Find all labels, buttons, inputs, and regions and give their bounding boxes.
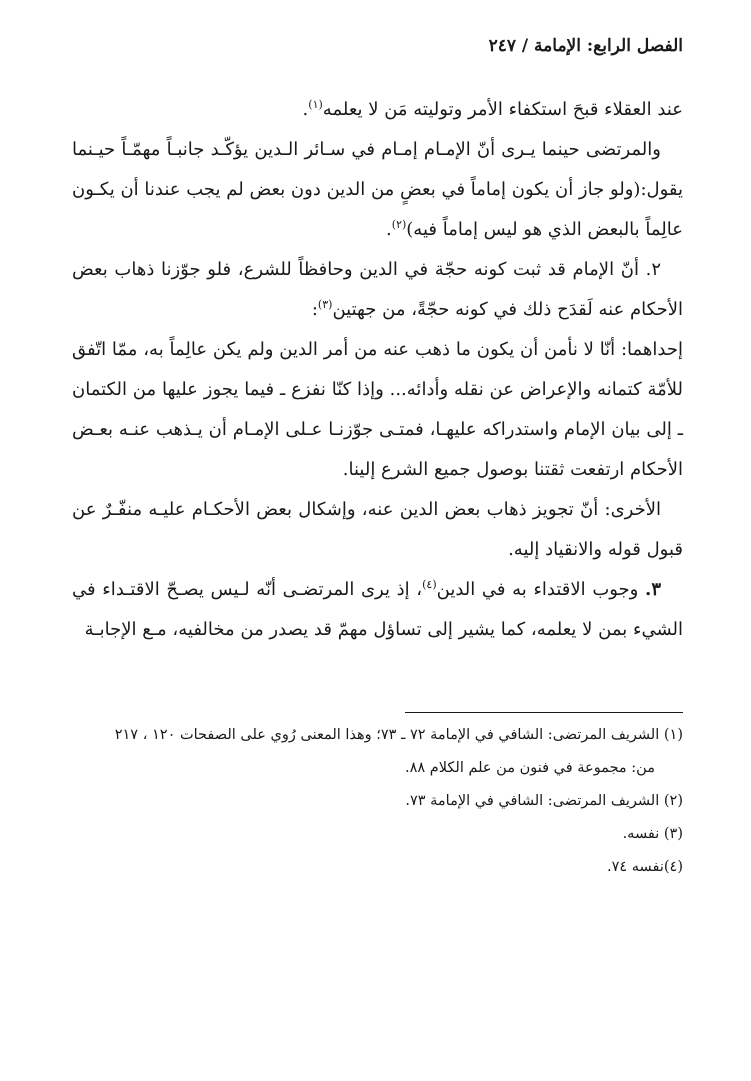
paragraph: عند العقلاء قبحَ استكفاء الأمر وتوليته مَن لا يعلمه$^{(١)}$. — [302, 98, 683, 120]
header-separator: / — [515, 36, 529, 56]
footnote-ref: (٤) — [422, 578, 437, 591]
paragraph: ٢. أنّ الإمام قد ثبت كونه حجّة في الدين وحافظاً للشرع، فلو جوّزنا ذهاب بعض الأحكام عنه لَقدَح ذلك في كونه حجّةً، من جهتين$^{(٣)}$: — [72, 259, 683, 320]
footnote-ref: (٢) — [391, 218, 407, 231]
footnote-separator — [405, 712, 683, 713]
body-text — [72, 90, 683, 650]
footnote-continuation: من: مجموعة في فنون من علم الكلام ٨٨. — [404, 760, 655, 776]
paragraph: والمرتضى حينما يـرى أنّ الإمـام إمـام في سـائر الـدين يؤكّـد جانبـاً مهمّـاً حيـنما يقول:(ولو جاز أن يكون إماماً في بعضٍ من الدين دون بعض لم يجب عندنا أن يكـون عالِماً بالبعض الذي هو ليس إماماً فيه)$^{(٢)}$. — [72, 139, 683, 240]
list-number: ٣. — [645, 579, 661, 600]
footnote-ref: (١) — [308, 98, 323, 111]
footnote-ref: (٣) — [317, 298, 333, 311]
page-header — [72, 32, 683, 60]
footnotes — [72, 719, 683, 884]
page-number: ٢٤٧ — [488, 36, 516, 56]
footnote: (٢) الشريف المرتضى: الشافي في الإمامة ٧٣. — [405, 793, 683, 809]
footnote: (١) الشريف المرتضى: الشافي في الإمامة ٧٢ ـ ٧٣؛ وهذا المعنى رُوي على الصفحات ١٢٠ ، ٢١٧ — [114, 727, 683, 743]
paragraph: الأخرى: أنّ تجويز ذهاب بعض الدين عنه، وإشكال بعض الأحكـام عليـه منفّـرٌ عن قبول قوله والانقياد إليه. — [72, 499, 683, 560]
paragraph: إحداهما: أنّا لا نأمن أن يكون ما ذهب عنه من أمر الدين ولم يكن عالِماً به، ممّا اتّفق للأمّة كتمانه والإعراض عن نقله وأدائه... وإذا كنّا نفزع ـ فيما يجوز عليها من الكتمان ـ إلى بيان الإمام واستدراكه عليهـا، فمتـى جوّزنـا عـلى الإمـام أن يـذهب عنـه بعـض الأحكام ارتفعت ثقتنا بوصول جميع الشرع إلينا. — [72, 339, 683, 480]
footnote: (٤)نفسه ٧٤. — [606, 859, 683, 875]
paragraph: ٣. وجوب الاقتداء به في الدين$^{(٤)}$، إذ يرى المرتضـى أنّه لـيس يصـحّ الاقتـداء في الشيء بمن لا يعلمه، كما يشير إلى تساؤل مهمّ قد يصدر من مخالفيه، مـع الإجابـة — [72, 578, 683, 640]
footnote: (٣) نفسه. — [622, 826, 683, 842]
chapter-title: الفصل الرابع: الإمامة — [534, 36, 683, 56]
